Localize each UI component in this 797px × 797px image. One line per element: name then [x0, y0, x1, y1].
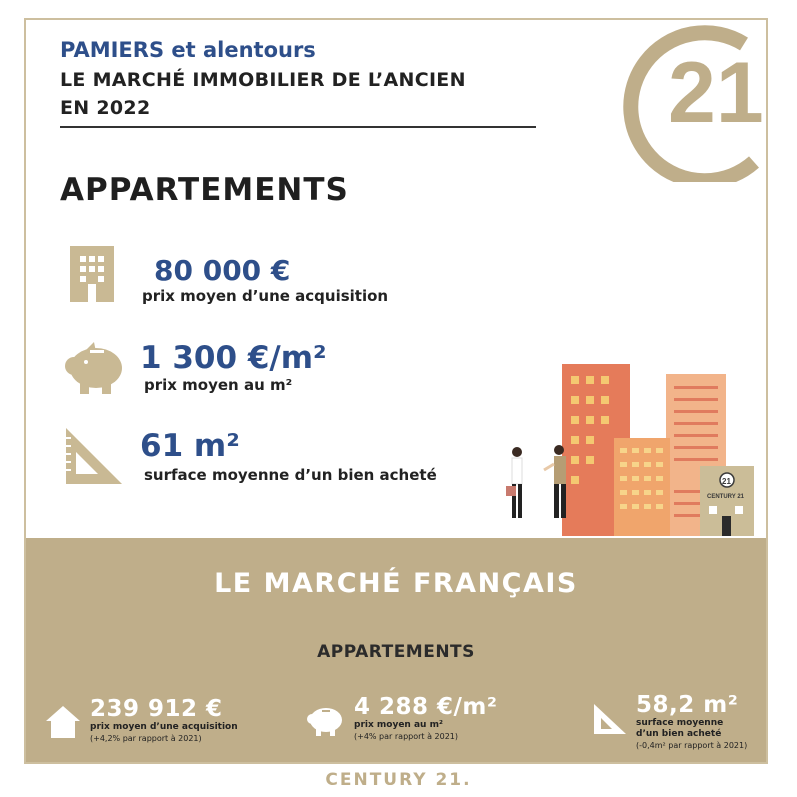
stat-average-price: [142, 254, 388, 305]
national-stat-label-line2: d’un bien acheté: [636, 729, 722, 739]
brand-footer: CENTURY 21.: [325, 770, 472, 790]
title-line-2: EN 2022: [60, 97, 151, 119]
national-stat-price-per-m2: [354, 694, 497, 742]
national-title: LE MARCHÉ FRANÇAIS: [214, 568, 578, 599]
infographic-card: [24, 18, 768, 764]
national-stat-value: 4 288 €/m²: [354, 694, 498, 720]
piggy-bank-icon: [64, 342, 126, 396]
stat-price-per-m2: [140, 340, 327, 394]
agency-sign: CENTURY 21: [707, 494, 745, 500]
national-stat-note: (+4,2% par rapport à 2021): [90, 734, 202, 743]
national-market-section: [26, 538, 766, 764]
national-subtitle: APPARTEMENTS: [317, 642, 475, 662]
local-market-section: [26, 20, 766, 538]
set-square-icon: [592, 702, 628, 736]
page-title: [60, 66, 466, 122]
piggy-bank-icon: [306, 704, 344, 738]
title-line-1: LE MARCHÉ IMMOBILIER DE L’ANCIEN: [60, 69, 466, 91]
century21-logo: [612, 18, 768, 182]
stat-label: surface moyenne d’un bien acheté: [144, 466, 437, 484]
national-stat-label: prix moyen au m²: [354, 720, 443, 730]
title-divider: [60, 126, 536, 128]
national-stat-surface: [636, 692, 747, 751]
national-stat-note: (+4% par rapport à 2021): [354, 732, 459, 741]
stat-value: 61 m²: [140, 428, 240, 464]
person-figure: [506, 447, 522, 518]
stat-value: 1 300 €/m²: [140, 340, 327, 376]
logo-number: 21: [668, 45, 764, 141]
city-illustration: [474, 360, 764, 540]
national-stat-price: [90, 696, 238, 744]
svg-text:21: 21: [722, 477, 731, 486]
set-square-icon: [62, 426, 124, 486]
national-stat-label: prix moyen d’une acquisition: [90, 722, 238, 732]
stat-label: prix moyen au m²: [144, 376, 293, 394]
local-section-title: APPARTEMENTS: [60, 172, 349, 208]
house-icon: [46, 706, 80, 738]
stat-label: prix moyen d’une acquisition: [142, 287, 389, 305]
national-stat-value: 239 912 €: [90, 696, 223, 722]
national-stat-note: (-0,4m² par rapport à 2021): [636, 741, 748, 750]
national-stat-value: 58,2 m²: [636, 692, 739, 718]
stat-value: 80 000 €: [154, 254, 291, 287]
city-heading: PAMIERS et alentours: [60, 38, 316, 62]
stat-average-surface: [140, 428, 437, 484]
building-icon: [70, 246, 114, 302]
national-stat-label-line1: surface moyenne: [636, 718, 724, 728]
